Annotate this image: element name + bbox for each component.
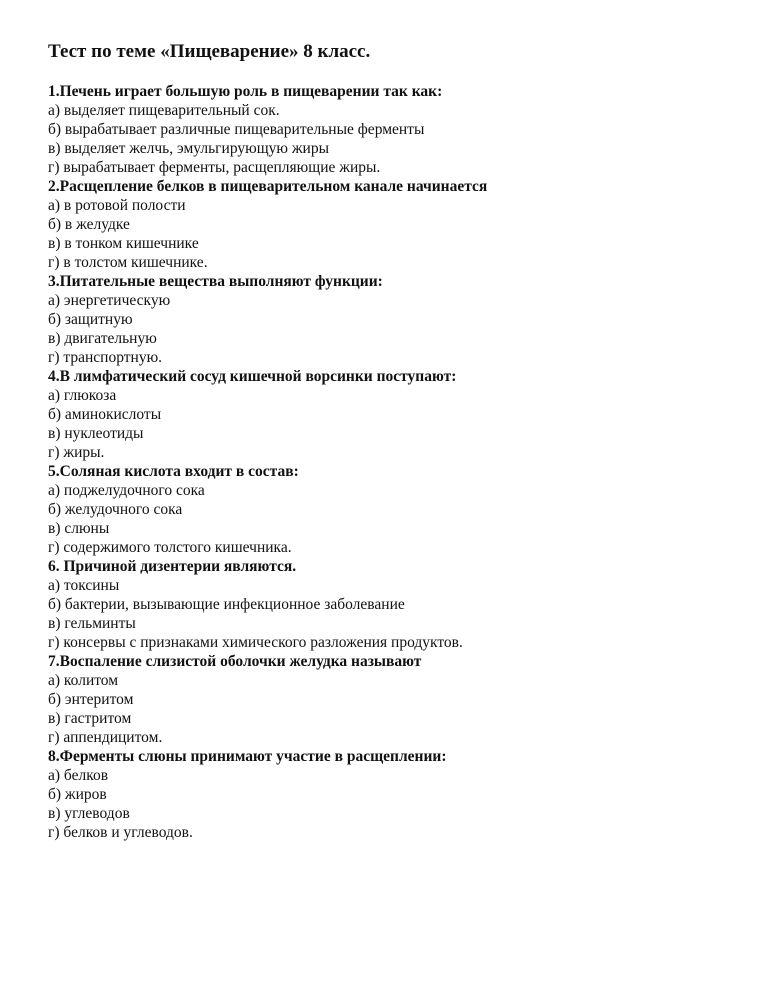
answer-option: б) в желудке xyxy=(48,216,130,233)
question-1 xyxy=(48,82,738,177)
answer-option: а) в ротовой полости xyxy=(48,197,186,214)
question-text: 2.Расщепление белков в пищеварительном канале начинается xyxy=(48,178,488,195)
answer-option: г) консервы с признаками химического разложения продуктов. xyxy=(48,634,463,651)
question-4 xyxy=(48,367,738,462)
answer-option: г) транспортную. xyxy=(48,349,163,366)
document-title: Тест по теме «Пищеварение» 8 класс. xyxy=(48,41,371,62)
answer-option: г) аппендицитом. xyxy=(48,729,163,746)
question-text: 1.Печень играет большую роль в пищеварении так как: xyxy=(48,83,443,100)
answer-option: г) содержимого толстого кишечника. xyxy=(48,539,292,556)
answer-option: а) глюкоза xyxy=(48,387,117,404)
answer-option: а) белков xyxy=(48,767,109,784)
answer-option: в) нуклеотиды xyxy=(48,425,144,442)
answer-option: г) белков и углеводов. xyxy=(48,824,193,841)
answer-option: а) энергетическую xyxy=(48,292,171,309)
question-7 xyxy=(48,652,738,747)
question-text: 3.Питательные вещества выполняют функции: xyxy=(48,273,383,290)
answer-option: б) защитную xyxy=(48,311,133,328)
answer-option: б) аминокислоты xyxy=(48,406,162,423)
answer-option: а) токсины xyxy=(48,577,120,594)
answer-option: б) желудочного сока xyxy=(48,501,183,518)
question-text: 5.Соляная кислота входит в состав: xyxy=(48,463,299,480)
answer-option: в) двигательную xyxy=(48,330,157,347)
question-5 xyxy=(48,462,738,557)
answer-option: в) слюны xyxy=(48,520,110,537)
question-3 xyxy=(48,272,738,367)
answer-option: в) выделяет желчь, эмульгирующую жиры xyxy=(48,140,330,157)
question-text: 7.Воспаление слизистой оболочки желудка называют xyxy=(48,653,422,670)
answer-option: в) гельминты xyxy=(48,615,136,632)
question-6 xyxy=(48,557,738,652)
answer-option: г) жиры. xyxy=(48,444,105,461)
answer-option: б) энтеритом xyxy=(48,691,134,708)
question-text: 6. Причиной дизентерии являются. xyxy=(48,558,297,575)
answer-option: г) в толстом кишечнике. xyxy=(48,254,208,271)
question-text: 8.Ферменты слюны принимают участие в расщеплении: xyxy=(48,748,447,765)
answer-option: б) жиров xyxy=(48,786,107,803)
question-8 xyxy=(48,747,738,842)
answer-option: в) в тонком кишечнике xyxy=(48,235,199,252)
answer-option: б) вырабатывает различные пищеварительные ферменты xyxy=(48,121,425,138)
answer-option: г) вырабатывает ферменты, расщепляющие жиры. xyxy=(48,159,381,176)
question-text: 4.В лимфатический сосуд кишечной ворсинки поступают: xyxy=(48,368,457,385)
document-page xyxy=(48,40,738,842)
answer-option: а) колитом xyxy=(48,672,119,689)
answer-option: а) выделяет пищеварительный сок. xyxy=(48,102,280,119)
answer-option: а) поджелудочного сока xyxy=(48,482,205,499)
answer-option: в) углеводов xyxy=(48,805,130,822)
answer-option: в) гастритом xyxy=(48,710,132,727)
question-2 xyxy=(48,177,738,272)
answer-option: б) бактерии, вызывающие инфекционное заболевание xyxy=(48,596,405,613)
